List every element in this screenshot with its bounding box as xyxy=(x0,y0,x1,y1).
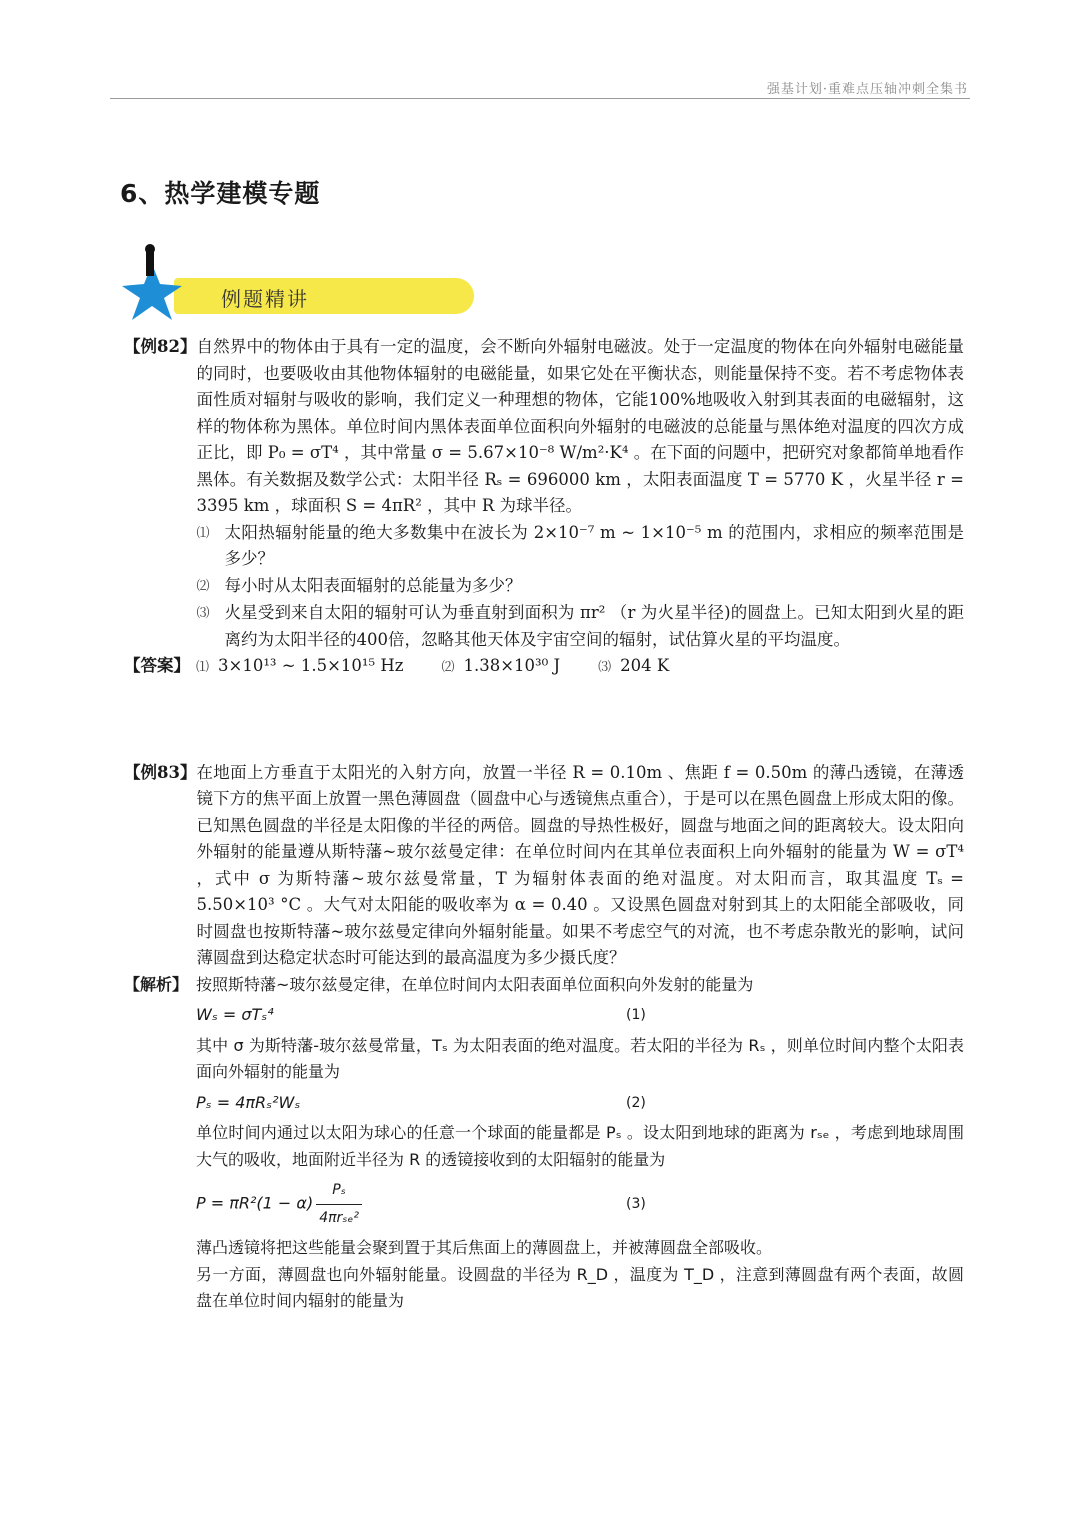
question-3: ⑶ 火星受到来自太阳的辐射可认为垂直射到面积为 πr² （r 为火星半径)的圆盘上。已知太阳到火星的距离约为太阳半径的400倍，忽略其他天体及宇宙空间的辐射，试估算火星的平均温度。 xyxy=(196,603,964,649)
section-title: 6、热学建模专题 xyxy=(120,179,321,208)
page-content xyxy=(124,334,964,1315)
equation-1: Wₛ = σTₛ⁴ (1) xyxy=(196,1005,646,1024)
example-82-answer xyxy=(124,653,964,682)
example-banner xyxy=(116,244,366,324)
example-82-tag: 【例82】 xyxy=(124,337,197,356)
example-82-intro: 自然界中的物体由于具有一定的温度，会不断向外辐射电磁波。处于一定温度的物体在向外辐射电磁能量的同时，也要吸收由其他物体辐射的电磁能量，如果它处在平衡状态，则能量保持不变。若不考虑物体表面性质对辐射与吸收的影响，我们定义一种理想的物体，它能100%地吸收入射到其表面的电磁辐射，这样的物体称为黑体。单位时间内黑体表面单位面积向外辐射的电磁波的总能量与黑体绝对温度的四次方成正比，即 P₀ = σT⁴ ，其中常量 σ = 5.67×10⁻⁸ W/m²·K⁴ 。在下面的问题中，把研究对象都简单地看作黑体。有关数据及数学公式：太阳半径 Rₛ = 696000 km ，太阳表面温度 T = 5770 K ，火星半径 r = 3395 km ，球面积 S = 4πR² ，其中 R 为球半径。 xyxy=(196,337,964,515)
solution-tag: 【解析】 xyxy=(124,974,189,994)
answer-2: ⑵ 1.38×10³⁰ J xyxy=(441,656,561,675)
answer-tag: 【答案】 xyxy=(124,656,190,675)
question-1: ⑴ 太阳热辐射能量的绝大多数集中在波长为 2×10⁻⁷ m ~ 1×10⁻⁵ m 的范围内，求相应的频率范围是多少？ xyxy=(196,522,964,568)
answer-3: ⑶ 204 K xyxy=(598,656,670,675)
solution-step-3: 单位时间内通过以太阳为球心的任意一个球面的能量都是 Pₛ 。设太阳到地球的距离为 rₛₑ ，考虑到地球周围大气的吸收，地面附近半径为 R 的透镜接收到的太阳辐射的能量为 xyxy=(196,1123,964,1169)
solution-step-5: 另一方面，薄圆盘也向外辐射能量。设圆盘的半径为 R_D ，温度为 T_D ，注意到薄圆盘有两个表面，故圆盘在单位时间内辐射的能量为 xyxy=(196,1264,964,1310)
example-83-intro: 在地面上方垂直于太阳光的入射方向，放置一半径 R = 0.10m 、焦距 f = 0.50m 的薄凸透镜，在薄透镜下方的焦平面上放置一黑色薄圆盘（圆盘中心与透镜焦点重合），于是可以在黑色圆盘上形成太阳的像。已知黑色圆盘的半径是太阳像的半径的两倍。圆盘的导热性极好，圆盘与地面之间的距离较大。设太阳向外辐射的能量遵从斯特藩~玻尔兹曼定律：在单位时间内在其单位表面积上向外辐射的能量为 W = σT⁴ ，式中 σ 为斯特藩~玻尔兹曼常量，T 为辐射体表面的绝对温度。对太阳而言，取其温度 Tₛ = 5.50×10³ °C 。大气对太阳能的吸收率为 α = 0.40 。又设黑色圆盘对射到其上的太阳能全部吸收，同时圆盘也按斯特藩~玻尔兹曼定律向外辐射能量。如果不考虑空气的对流，也不考虑杂散光的影响，试问薄圆盘到达稳定状态时可能达到的最高温度为多少摄氏度？ xyxy=(196,762,964,967)
example-83-tag: 【例83】 xyxy=(124,762,197,782)
star-figure-icon xyxy=(116,244,196,324)
banner-bar xyxy=(174,278,474,314)
equation-2: Pₛ = 4πRₛ²Wₛ (2) xyxy=(196,1092,646,1112)
answer-1: ⑴ 3×10¹³ ~ 1.5×10¹⁵ Hz xyxy=(196,656,404,675)
equation-3: P = πR²(1 − α) $\frac{\text{Pₛ}}{\text{4πrₛₑ²}}$ (3) xyxy=(196,1173,964,1235)
header-rule xyxy=(110,98,970,99)
solution-step-1: 按照斯特藩~玻尔兹曼定律，在单位时间内太阳表面单位面积向外发射的能量为 xyxy=(196,974,754,994)
running-title: 强基计划·重难点压轴冲刺全集书 xyxy=(766,82,968,97)
solution-step-2: 其中 σ 为斯特藩-玻尔兹曼常量，Tₛ 为太阳表面的绝对温度。若太阳的半径为 Rₛ ，则单位时间内整个太阳表面向外辐射的能量为 xyxy=(196,1035,964,1081)
banner-label: 例题精讲 xyxy=(221,287,309,311)
solution-step-4: 薄凸透镜将把这些能量会聚到置于其后焦面上的薄圆盘上，并被薄圆盘全部吸收。 xyxy=(196,1238,773,1257)
example-82 xyxy=(124,334,964,653)
question-2: ⑵ 每小时从太阳表面辐射的总能量为多少？ xyxy=(196,575,522,595)
example-83-solution xyxy=(124,972,964,1315)
example-83 xyxy=(124,760,964,972)
